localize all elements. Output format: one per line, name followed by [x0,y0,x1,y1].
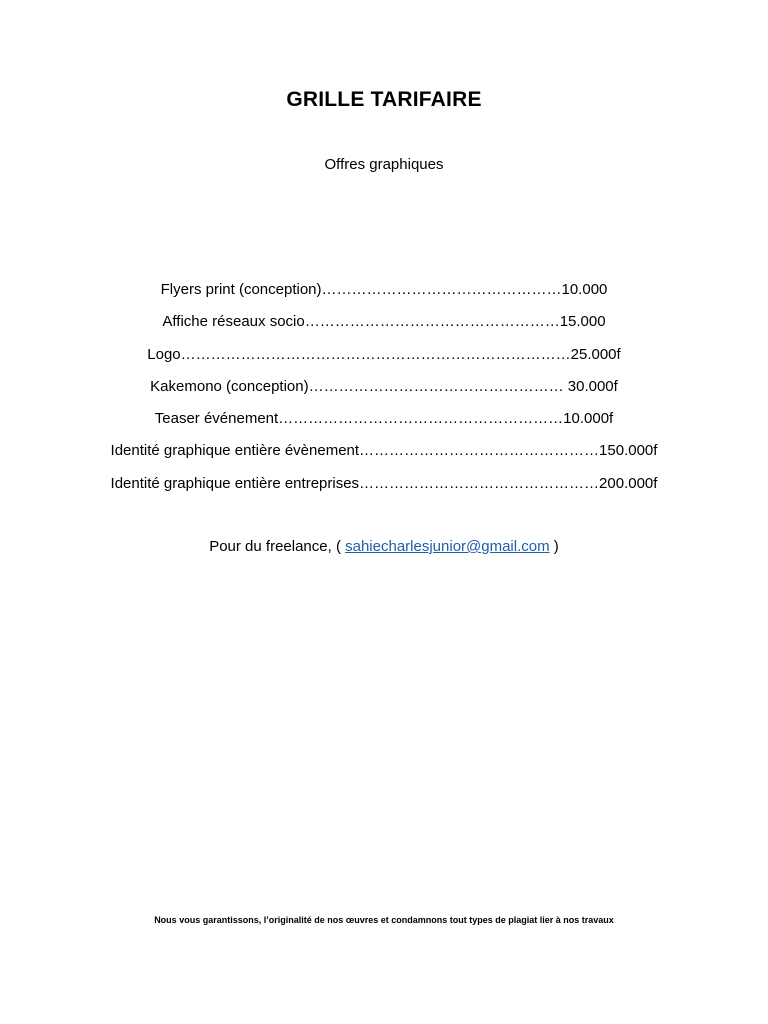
page-title: GRILLE TARIFAIRE [286,88,482,111]
contact-suffix: ) [549,538,559,555]
price-line-logo: Logo……………………………………………………………………25.000f [147,345,621,363]
price-line-kakemono: Kakemono (conception)…………………………………………… 30.000f [150,377,618,395]
contact-prefix: Pour du freelance, ( [209,538,346,555]
price-line-teaser: Teaser événement…………………………………………………10.000f [154,410,614,428]
footer-note: Nous vous garantissons, l’originalité de nos œuvres et condamnons tout types de plagiat lier à nos travaux [154,915,614,925]
price-list [0,279,768,505]
price-line-affiche: Affiche réseaux socio……………………………………………15.000 [162,313,606,331]
email-link[interactable]: sahiecharlesjunior@gmail.com [345,538,550,555]
price-line-identite-evenement: Identité graphique entière évènement…………………………………………150.000f [110,442,658,460]
price-line-identite-entreprises: Identité graphique entière entreprises…………………………………………200.000f [110,474,658,492]
price-line-flyers: Flyers print (conception)…………………………………………10.000 [160,281,608,298]
page-subtitle: Offres graphiques [324,156,444,173]
contact-line [0,538,768,555]
